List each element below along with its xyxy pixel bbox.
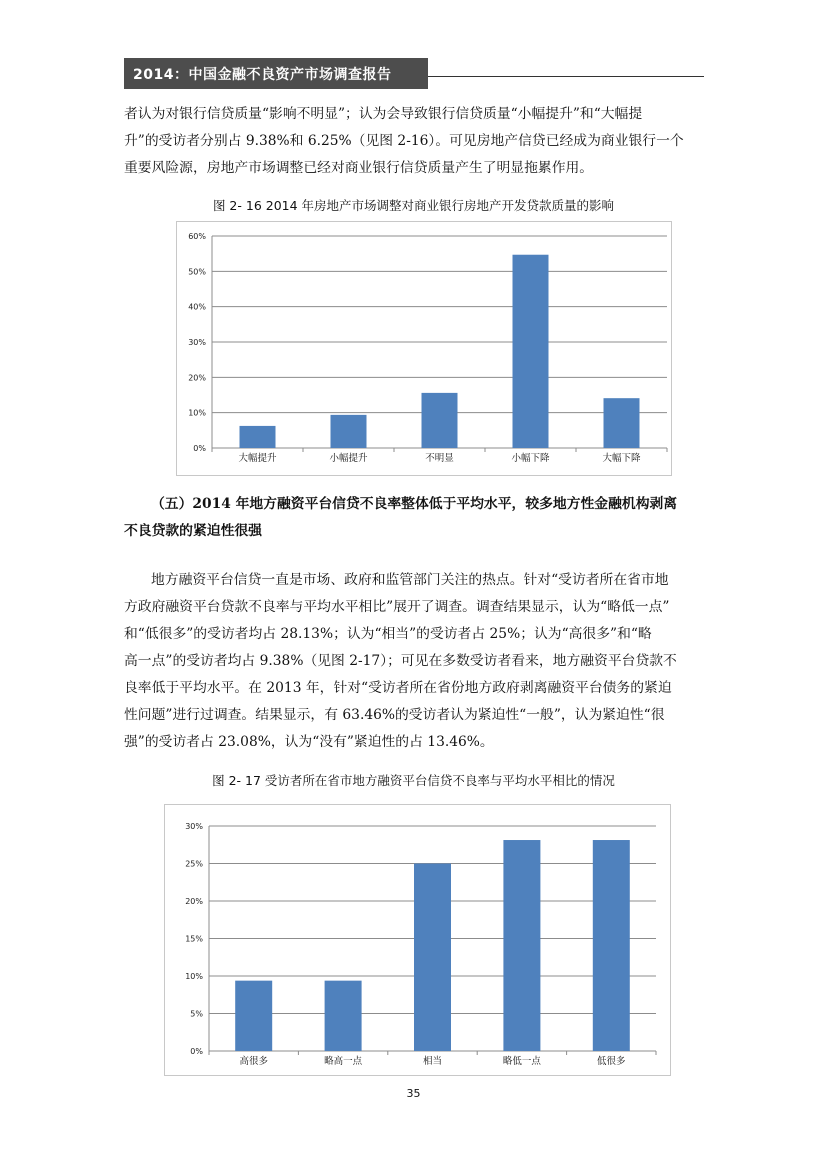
paragraph-1 [124,101,706,182]
paragraph-line: 高一点”的受访者均占 9.38%（见图 2-17）；可见在多数受访者看来，地方融资平台贷款不 [124,653,677,669]
section-heading [124,491,706,545]
y-tick-label: 20% [188,373,206,383]
paragraph-line: 方政府融资平台贷款不良率与平均水平相比”展开了调查。调查结果显示，认为“略低一点” [124,599,670,615]
y-tick-label: 10% [185,972,203,981]
paragraph-2 [124,567,706,756]
x-tick-label: 不明显 [425,453,454,464]
y-tick-label: 30% [185,822,203,831]
report-title: 2014：中国金融不良资产市场调查报告 [133,67,392,83]
paragraph-line: 强”的受访者占 23.08%，认为“没有”紧迫性的占 13.46%。 [124,734,494,750]
paragraph-line: 重要风险源，房地产市场调整已经对商业银行信贷质量产生了明显拖累作用。 [124,160,594,176]
heading-line: 不良贷款的紧迫性很强 [124,523,262,539]
chart-2-svg [165,805,670,1075]
x-tick-label: 相当 [422,1056,443,1067]
bar [414,864,451,1052]
chart-2 [164,804,671,1076]
chart-1-svg [177,222,671,475]
x-tick-label: 低很多 [597,1056,626,1067]
heading-line: （五）2014 年地方融资平台信贷不良率整体低于平均水平，较多地方性金融机构剥离 [151,496,678,512]
paragraph-line: 性问题”进行过调查。结果显示，有 63.46%的受访者认为紧迫性“一般”，认为紧迫性“很 [124,707,665,723]
bar [235,981,272,1051]
y-tick-label: 15% [185,934,203,944]
bar [422,393,458,448]
y-tick-label: 25% [185,859,203,869]
bar [331,415,367,448]
x-tick-label: 略高一点 [324,1056,363,1067]
x-tick-label: 小幅下降 [511,453,550,464]
bar [503,840,540,1051]
figure-caption-1: 图 2- 16 2014 年房地产市场调整对商业银行房地产开发贷款质量的影响 [212,198,615,213]
paragraph-line: 地方融资平台信贷一直是市场、政府和监管部门关注的热点。针对“受访者所在省市地 [151,572,669,588]
figure-caption-2: 图 2- 17 受访者所在省市地方融资平台信贷不良率与平均水平相比的情况 [212,773,615,788]
x-tick-label: 小幅提升 [329,453,368,464]
y-tick-label: 60% [188,232,206,241]
y-tick-label: 5% [190,1009,203,1019]
y-tick-label: 30% [188,338,206,347]
y-tick-label: 40% [188,302,206,312]
y-tick-label: 50% [188,267,206,277]
bar [325,981,362,1051]
chart-1 [176,221,672,476]
x-tick-label: 大幅下降 [602,453,641,464]
header-rule [428,76,704,77]
y-tick-label: 20% [185,897,203,906]
y-tick-label: 0% [193,444,206,453]
x-tick-label: 大幅提升 [238,453,277,464]
bar [604,398,640,448]
bar [593,840,630,1051]
y-tick-label: 10% [188,408,206,418]
y-tick-label: 0% [190,1047,203,1056]
paragraph-line: 良率低于平均水平。在 2013 年，针对“受访者所在省份地方政府剥离融资平台债务的紧迫 [124,680,672,696]
x-tick-label: 高很多 [239,1056,268,1067]
paragraph-line: 和“低很多”的受访者均占 28.13%；认为“相当”的受访者占 25%；认为“高很多”和“略 [124,626,652,642]
bar [240,426,276,448]
paragraph-line: 者认为对银行信贷质量“影响不明显”；认为会导致银行信贷质量“小幅提升”和“大幅提 [124,106,643,122]
x-tick-label: 略低一点 [502,1056,541,1067]
paragraph-line: 升”的受访者分别占 9.38%和 6.25%（见图 2-16）。可见房地产信贷已经成为商业银行一个 [124,133,684,149]
bar [513,255,549,448]
page-number: 35 [406,1087,421,1100]
